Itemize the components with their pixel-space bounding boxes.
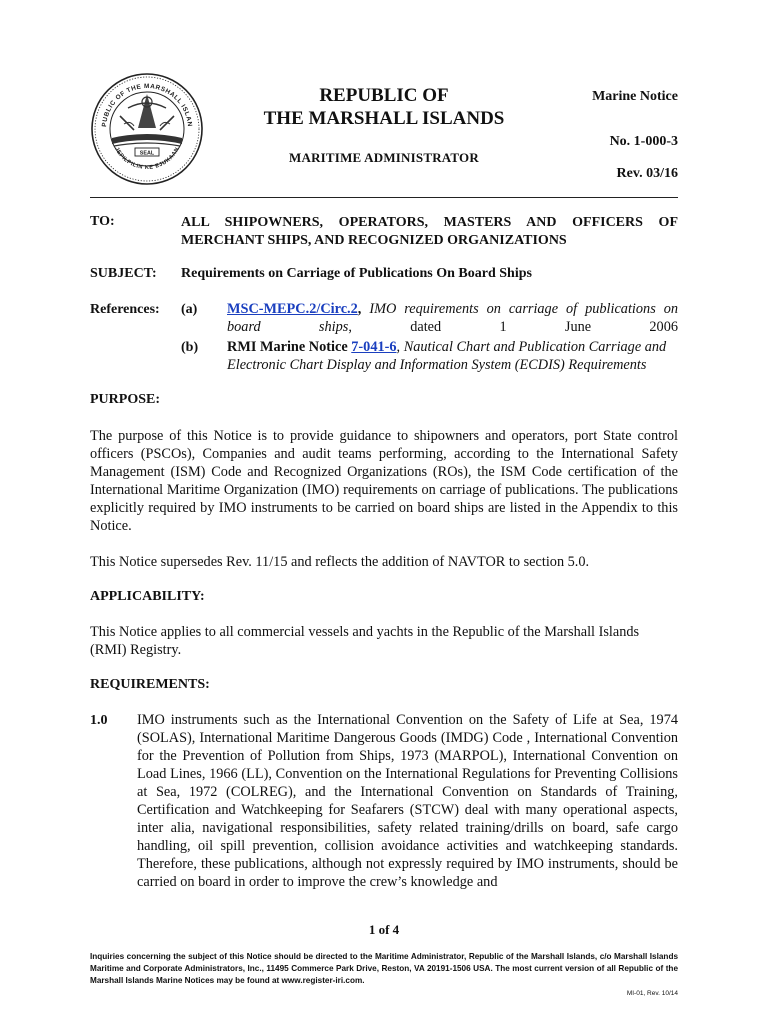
issuer-title — [256, 84, 512, 130]
issuer-title-line2: THE MARSHALL ISLANDS — [263, 108, 505, 129]
reference-b-link[interactable]: 7-041-6 — [351, 339, 397, 355]
to-recipients — [181, 214, 678, 250]
reference-a — [227, 300, 678, 336]
notice-number: No. 1-000-3 — [609, 134, 678, 149]
page-number: 1 of 4 — [368, 922, 400, 937]
purpose-supersedes: This Notice supersedes Rev. 11/15 and reflects the addition of NAVTOR to section 5.0. — [90, 554, 590, 570]
reference-b-title: Nautical Chart and Publication Carriage and Electronic Chart Display and Information System (ECDIS) Requirements — [227, 339, 667, 373]
svg-text:JEPILPILIN KE EJUKAAN: JEPILPILIN KE EJUKAAN — [113, 146, 181, 172]
seal-graphic — [90, 72, 204, 186]
purpose-heading: PURPOSE: — [90, 392, 160, 407]
notice-type: Marine Notice — [592, 89, 678, 104]
issuer-title-line1: REPUBLIC OF — [319, 85, 449, 106]
administrator-label: MARITIME ADMINISTRATOR — [289, 150, 479, 165]
reference-a-marker: (a) — [181, 302, 198, 317]
reference-a-date: , dated 1 June 2006 — [348, 319, 678, 335]
notice-revision: Rev. 03/16 — [616, 166, 678, 181]
form-code: MI-01, Rev. 10/14 — [626, 990, 678, 997]
header-divider — [90, 197, 678, 198]
subject-text: Requirements on Carriage of Publications On Board Ships — [181, 266, 532, 281]
to-line1: ALL SHIPOWNERS, OPERATORS, MASTERS AND OFFICERS OF — [181, 215, 678, 230]
reference-a-line1: MSC-MEPC.2/Circ.2, IMO requirements on carriage of publications on board ships, dated 1 June 2006 — [227, 301, 678, 335]
reference-a-link[interactable]: MSC-MEPC.2/Circ.2 — [227, 301, 358, 317]
svg-text:SEAL: SEAL — [139, 150, 155, 157]
seal-logo — [90, 72, 204, 186]
subject-label: SUBJECT: — [90, 266, 157, 281]
requirements-paragraph: IMO instruments such as the International Convention on the Safety of Life at Sea, 1974 (SOLAS), International Maritime Dangerous Goods (IMDG) Code , International Convention for the Prevention of Pollution from Ships, 1973 (MARPOL), International Convention on Load Lines, 1966 (LL), Convention on the International Regulations for Preventing Collisions at Sea, 1972 (COLREG), and the International Convention on Standards of Training, Certification and Watchkeeping for Seafarers (STCW) deal with many operational aspects, inter alia, navigational responsibilities, safety related training/drills on board, safe cargo handling, oil spill prevention, collision avoidance activities and watchkeeping standards. Therefore, these publications, although not expressly required by IMO instruments, should be carried on board in order to improve the crew’s knowledge and — [137, 712, 678, 890]
reference-b: RMI Marine Notice 7-041-6, Nautical Chart and Publication Carriage and Electronic Chart Display and Information System (ECDIS) Requirements — [227, 339, 667, 373]
section-number: 1.0 — [90, 713, 108, 728]
applicability-paragraph: This Notice applies to all commercial vessels and yachts in the Republic of the Marshall Islands (RMI) Registry. — [90, 624, 640, 658]
svg-text:REPUBLIC OF THE MARSHALL ISLAN: PUBLIC OF THE MARSHALL ISLAN — [101, 83, 194, 128]
reference-b-prefix: RMI Marine Notice — [227, 339, 352, 355]
reference-a-title: IMO requirements on carriage of publications on board ships — [227, 301, 678, 335]
footer-inquiries: Inquiries concerning the subject of this Notice should be directed to the Maritime Administrator, Republic of the Marshall Islands, c/o Marshall Islands Maritime and Corporate Administrators, Inc., 11495 Commerce Park Drive, Reston, VA 20191-1506 USA. The most current version of all Republic of the Marshall Islands Marine Notices may be found at www.register-iri.com. — [90, 952, 678, 985]
applicability-heading: APPLICABILITY: — [90, 589, 205, 604]
reference-b-marker: (b) — [181, 340, 199, 355]
purpose-paragraph: The purpose of this Notice is to provide guidance to shipowners and operators, port State control officers (PSCOs), Companies and audit teams performing, according to the International Safety Management (ISM) Code and Recognized Organizations (ROs), the ISM Code certification of the International Maritime Organization (IMO) requirements on carriage of publications. The publications explicitly required by IMO instruments to be carried on board ships are listed in the Appendix to this Notice. — [90, 428, 678, 534]
to-label: TO: — [90, 214, 115, 229]
to-line2: MERCHANT SHIPS, AND RECOGNIZED ORGANIZATIONS — [181, 233, 567, 248]
requirements-heading: REQUIREMENTS: — [90, 677, 210, 692]
references-label: References: — [90, 302, 160, 317]
